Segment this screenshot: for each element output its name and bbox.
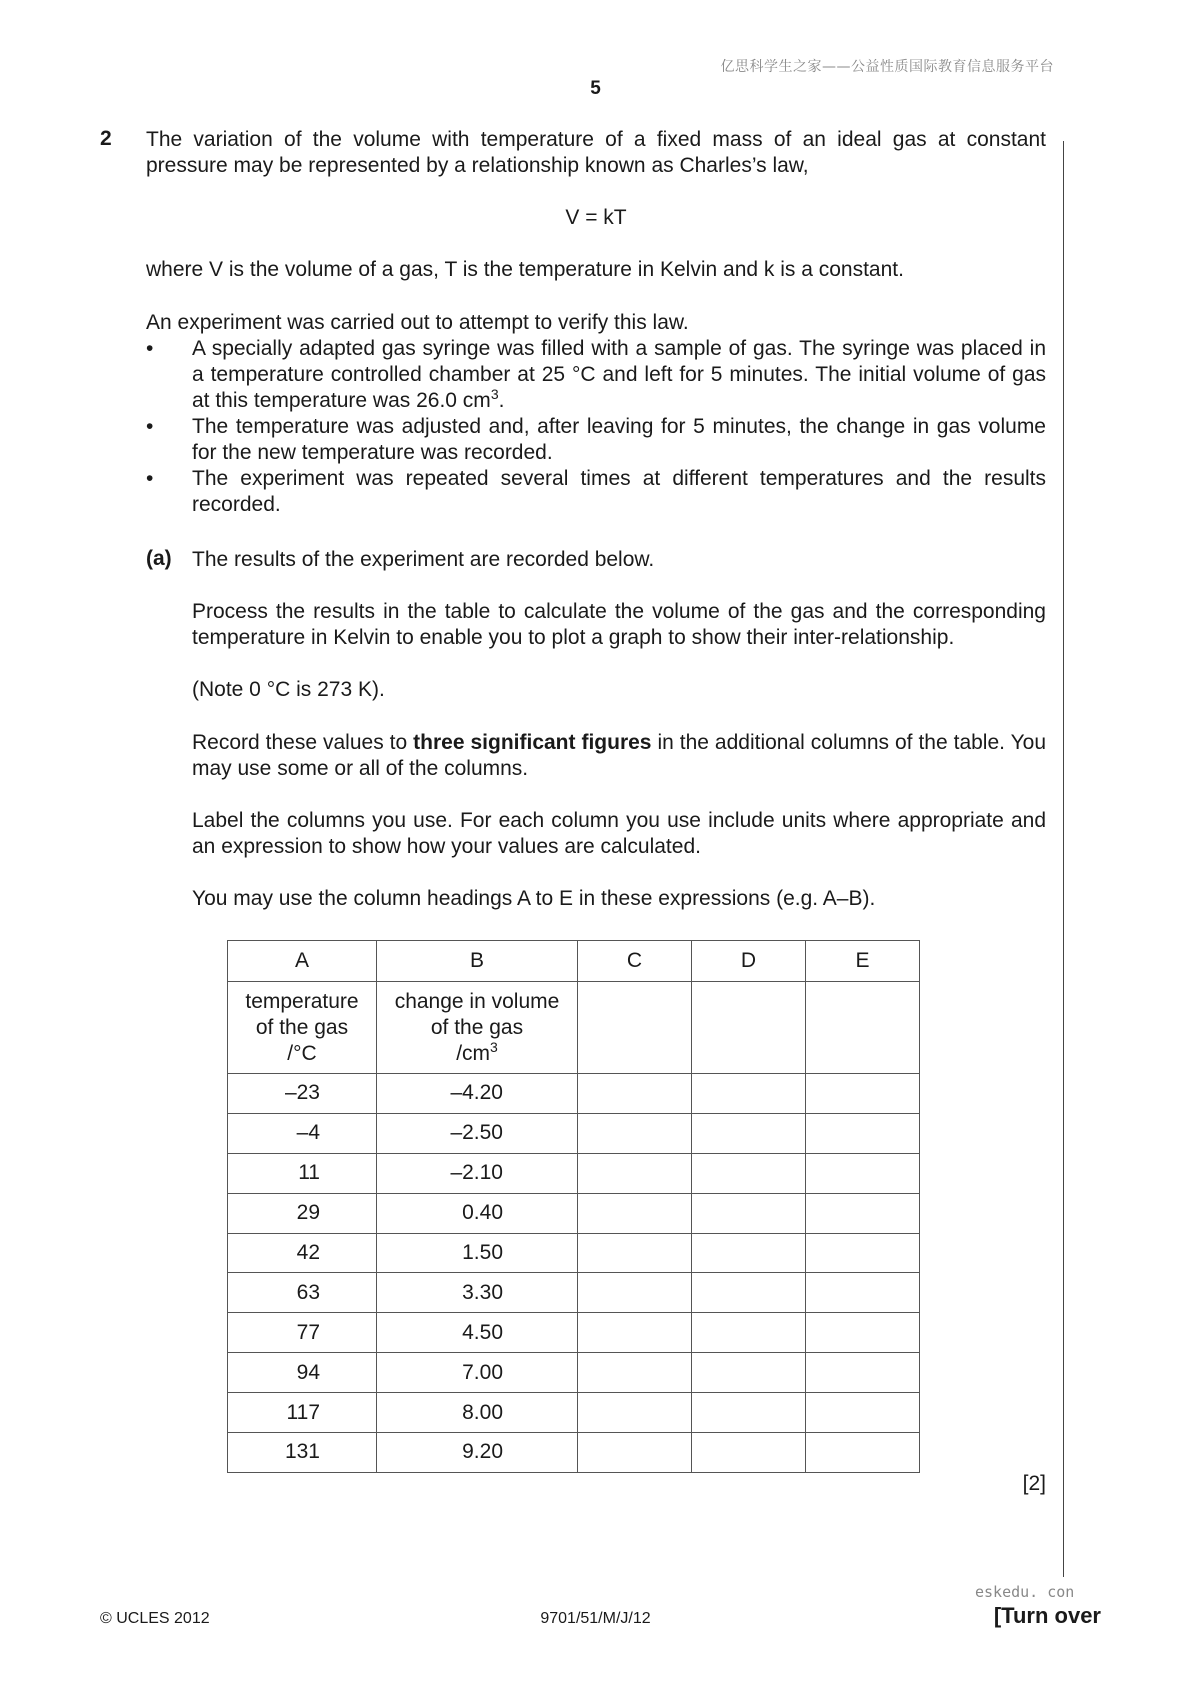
answer-cell[interactable] [692, 1393, 806, 1433]
answer-cell[interactable] [578, 1074, 692, 1114]
column-letter-e: E [806, 941, 920, 982]
answer-cell[interactable] [578, 1273, 692, 1313]
temperature-cell [228, 1233, 377, 1273]
answer-cell[interactable] [692, 1433, 806, 1473]
kelvin-note: (Note 0 °C is 273 K). [192, 678, 385, 701]
table-row [228, 1074, 920, 1114]
record-text-end: in the additional columns of the table. You may use some or all of the columns. [192, 731, 1047, 780]
bullet-text: The experiment was repeated several times at different temperatures and the results recorded. [192, 467, 1046, 516]
temperature-value: 77 [296, 1320, 320, 1344]
bullet-icon: • [146, 467, 154, 490]
temperature-value: –23 [284, 1081, 320, 1105]
answer-cell[interactable] [806, 1074, 920, 1114]
volume-change-value: 9.20 [462, 1440, 503, 1464]
bullet-text: The temperature was adjusted and, after leaving for 5 minutes, the change in gas volume for the new temperature was recorded. [192, 415, 1046, 464]
question-number: 2 [100, 127, 112, 150]
answer-cell[interactable] [806, 1353, 920, 1393]
volume-change-cell [377, 1273, 578, 1313]
bullet-icon: • [146, 415, 154, 438]
answer-cell[interactable] [578, 1393, 692, 1433]
answer-cell[interactable] [806, 982, 920, 1074]
column-letter-b: B [377, 941, 578, 982]
record-emphasis: three significant figures [413, 731, 652, 754]
table-row [228, 1353, 920, 1393]
header-unit [377, 1038, 577, 1067]
answer-cell[interactable] [692, 1074, 806, 1114]
list-item [146, 336, 1046, 414]
volume-change-cell [377, 1313, 578, 1353]
answer-cell[interactable] [578, 982, 692, 1074]
part-intro: The results of the experiment are recorded below. [192, 548, 655, 571]
superscript: 3 [490, 386, 499, 402]
volume-change-value: 8.00 [462, 1400, 503, 1424]
answer-cell[interactable] [578, 1113, 692, 1153]
temperature-value: 63 [296, 1280, 320, 1304]
volume-change-value: 3.30 [462, 1280, 503, 1304]
turn-over-label: [Turn over [993, 1603, 1101, 1628]
temperature-cell [228, 1273, 377, 1313]
answer-cell[interactable] [806, 1193, 920, 1233]
column-letter-d: D [692, 941, 806, 982]
bullet-icon: • [146, 337, 154, 360]
table-letter-row [228, 941, 920, 982]
volume-change-cell [377, 1433, 578, 1473]
answer-cell[interactable] [578, 1233, 692, 1273]
column-letter-c: C [578, 941, 692, 982]
answer-cell[interactable] [578, 1353, 692, 1393]
header-watermark: 亿思科学生之家——公益性质国际教育信息服务平台 [720, 59, 1054, 75]
answer-cell[interactable] [692, 1353, 806, 1393]
copyright: © UCLES 2012 [100, 1610, 210, 1627]
temperature-value: 42 [296, 1241, 320, 1264]
answer-cell[interactable] [692, 1113, 806, 1153]
bullet-text-end: . [498, 389, 505, 412]
volume-change-cell [377, 1113, 578, 1153]
temperature-value: 117 [286, 1400, 320, 1424]
temperature-cell [228, 1113, 377, 1153]
temperature-cell [228, 1353, 377, 1393]
answer-cell[interactable] [806, 1433, 920, 1473]
header-line: change in volume [394, 989, 560, 1013]
superscript: 3 [490, 1038, 498, 1055]
bullet-text: A specially adapted gas syringe was filled with a sample of gas. The syringe was placed in a temperature controlled chamber at 25 °C and left for 5 minutes. The initial volume of gas at this temperature was 26.0 cm [192, 337, 1046, 412]
answer-cell[interactable] [578, 1153, 692, 1193]
equation-definitions: where V is the volume of a gas, T is the temperature in Kelvin and k is a constant. [146, 258, 904, 281]
answer-cell[interactable] [692, 1193, 806, 1233]
process-instruction: Process the results in the table to calculate the volume of the gas and the corresponding temperature in Kelvin to enable you to plot a graph to show their inter-relationship. [192, 600, 1046, 649]
paper-code: 9701/51/M/J/12 [540, 1610, 651, 1627]
temperature-cell [228, 1074, 377, 1114]
table-row [228, 1153, 920, 1193]
volume-change-value: –4.20 [450, 1081, 503, 1105]
experiment-steps [146, 336, 1046, 518]
temperature-value: 131 [284, 1440, 320, 1464]
margin-rule [1063, 141, 1064, 1577]
answer-cell[interactable] [578, 1313, 692, 1353]
column-header-temperature [228, 982, 377, 1074]
answer-cell[interactable] [692, 1273, 806, 1313]
volume-change-value: 0.40 [462, 1201, 503, 1225]
part-label: (a) [146, 547, 172, 570]
temperature-cell [228, 1313, 377, 1353]
header-unit: /°C [287, 1041, 317, 1065]
answer-cell[interactable] [806, 1313, 920, 1353]
answer-cell[interactable] [806, 1273, 920, 1313]
volume-change-cell [377, 1074, 578, 1114]
list-item [146, 414, 1046, 466]
header-line: of the gas [430, 1015, 524, 1039]
answer-cell[interactable] [692, 1153, 806, 1193]
temperature-value: 94 [296, 1360, 320, 1384]
volume-change-value: 4.50 [462, 1320, 503, 1344]
volume-change-value: –2.10 [450, 1161, 503, 1185]
experiment-intro: An experiment was carried out to attempt to verify this law. [146, 311, 689, 334]
volume-change-cell [377, 1393, 578, 1433]
table-row [228, 1433, 920, 1473]
volume-change-value: 1.50 [462, 1241, 503, 1264]
column-header-volume-change [377, 982, 578, 1074]
column-letter-a: A [228, 941, 377, 982]
answer-cell[interactable] [692, 982, 806, 1074]
record-text-start: Record these values to [192, 731, 414, 754]
volume-change-cell [377, 1193, 578, 1233]
footer-watermark: eskedu. con [975, 1583, 1075, 1601]
header-unit-text: /cm [456, 1041, 491, 1065]
volume-change-value: 7.00 [462, 1360, 503, 1384]
answer-cell[interactable] [806, 1113, 920, 1153]
volume-change-value: –2.50 [450, 1121, 503, 1145]
table-row [228, 1113, 920, 1153]
answer-cell[interactable] [806, 1393, 920, 1433]
temperature-cell [228, 1393, 377, 1433]
table-row [228, 1233, 920, 1273]
temperature-value: –4 [296, 1121, 320, 1145]
marks-allocation: [2] [1022, 1472, 1046, 1495]
equation: V = kT [565, 206, 627, 229]
table-row [228, 1273, 920, 1313]
temperature-cell [228, 1153, 377, 1193]
header-line: of the gas [255, 1015, 349, 1039]
table-row [228, 1193, 920, 1233]
page-number: 5 [590, 78, 601, 99]
temperature-cell [228, 1433, 377, 1473]
label-instruction: Label the columns you use. For each column you use include units where appropriate and an expression to show how your values are calculated. [192, 809, 1046, 858]
answer-cell[interactable] [806, 1153, 920, 1193]
headings-instruction: You may use the column headings A to E in these expressions (e.g. A–B). [192, 887, 876, 910]
table-body [228, 1074, 920, 1473]
answer-cell[interactable] [578, 1193, 692, 1233]
results-table [227, 940, 920, 1473]
volume-change-cell [377, 1233, 578, 1273]
temperature-value: 11 [298, 1161, 320, 1185]
temperature-value: 29 [296, 1201, 320, 1225]
table-row [228, 1393, 920, 1433]
volume-change-cell [377, 1353, 578, 1393]
list-item [146, 466, 1046, 518]
header-line: temperature [245, 989, 359, 1013]
answer-cell[interactable] [692, 1233, 806, 1273]
answer-cell[interactable] [578, 1433, 692, 1473]
volume-change-cell [377, 1153, 578, 1193]
record-instruction [192, 730, 1046, 782]
answer-cell[interactable] [806, 1233, 920, 1273]
question-intro: The variation of the volume with temperature of a fixed mass of an ideal gas at constant pressure may be represented by a relationship known as Charles’s law, [146, 128, 1046, 177]
temperature-cell [228, 1193, 377, 1233]
table-row [228, 1313, 920, 1353]
table-header-row [228, 982, 920, 1074]
answer-cell[interactable] [692, 1313, 806, 1353]
